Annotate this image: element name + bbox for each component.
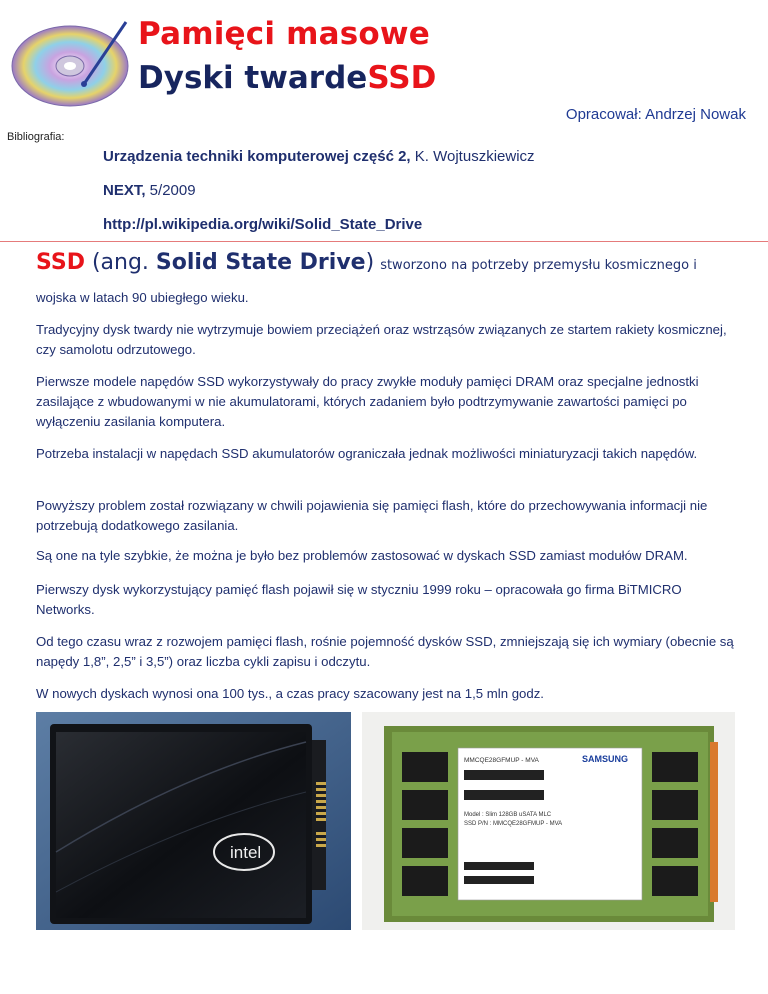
heading-close: ) [365, 250, 375, 275]
bib-item-1-title: Urządzenia techniki komputerowej część 2, [103, 148, 411, 165]
bibliography-item-2 [103, 182, 196, 199]
bib-item-2-title: NEXT, [103, 182, 146, 199]
paragraph: Pierwsze modele napędów SSD wykorzystywały do pracy zwykłe moduły pamięci DRAM oraz specjalne jednostki zasilające z wbudowanymi w nie akumulatorami, których zadaniem było podtrzymywanie zawartości pamięci po wyłączeniu zasilania komputera. [36, 374, 699, 429]
paragraph: W nowych dyskach wynosi ona 100 tys., a czas pracy szacowany jest na 1,5 mln godz. [36, 686, 544, 701]
samsung-label-line3: SSD P/N : MMCQE28GFMUP - MVA [464, 821, 563, 827]
title-line-2 [138, 60, 436, 96]
bib-item-2-issue: 5/2009 [145, 182, 196, 199]
intel-logo: intel [230, 843, 262, 862]
title-line-2-main: Dyski twarde [138, 60, 368, 96]
section-heading [36, 250, 697, 275]
paragraph: Są one na tyle szybkie, że można je było bez problemów zastosować w dyskach SSD zamiast modułów DRAM. [36, 548, 688, 563]
paragraph: Od tego czasu wraz z rozwojem pamięci flash, rośnie pojemność dysków SSD, zmniejszają się ich wymiary (obecnie są napędy 1,8”, 2,5” i 3,5”) oraz liczba cykli zapisu i odczytu. [36, 634, 734, 669]
heading-solid-state-drive: Solid State Drive [155, 250, 366, 275]
heading-ang: (ang. [84, 250, 156, 275]
title-line-1: Pamięci masowe [138, 16, 430, 52]
author: Opracował: Andrzej Nowak [565, 106, 746, 123]
paragraph: Powyższy problem został rozwiązany w chwili pojawienia się pamięci flash, które do przechowywania informacji nie potrzebują dodatkowego zasilania. [36, 498, 708, 533]
bibliography-item-3[interactable] [103, 216, 422, 233]
samsung-label-line1: MMCQE28GFMUP - MVA [464, 757, 539, 764]
divider [0, 241, 768, 242]
bib-item-3-link[interactable]: http://pl.wikipedia.org/wiki/Solid_State_Drive [103, 216, 423, 233]
samsung-logo: SAMSUNG [582, 754, 629, 764]
heading-ssd: SSD [36, 250, 85, 275]
paragraph: Potrzeba instalacji w napędach SSD akumulatorów ograniczała jednak możliwości miniaturyzacji takich napędów. [36, 446, 698, 461]
paragraph: Pierwszy dysk wykorzystujący pamięć flash pojawił się w styczniu 1999 roku – opracowała go firma BiTMICRO Networks. [36, 582, 682, 617]
paragraph: wojska w latach 90 ubiegłego wieku. [36, 290, 249, 305]
samsung-ssd-photo [362, 712, 735, 930]
cd-disc-logo [8, 14, 136, 112]
intel-ssd-photo [36, 712, 351, 930]
samsung-label-line2: Model : Slim 128GB uSATA MLC [464, 812, 552, 818]
heading-tail: stworzono na potrzeby przemysłu kosmicznego i [380, 258, 697, 273]
bibliography-label: Bibliografia: [7, 131, 65, 143]
bibliography-item-1 [103, 148, 535, 165]
bib-item-1-author: K. Wojtuszkiewicz [410, 148, 535, 165]
paragraph: Tradycyjny dysk twardy nie wytrzymuje bowiem przeciążeń oraz wstrząsów związanych ze startem rakiety kosmicznej, czy samolotu odrzutowego. [36, 322, 727, 357]
title-line-2-accent: SSD [367, 60, 437, 96]
